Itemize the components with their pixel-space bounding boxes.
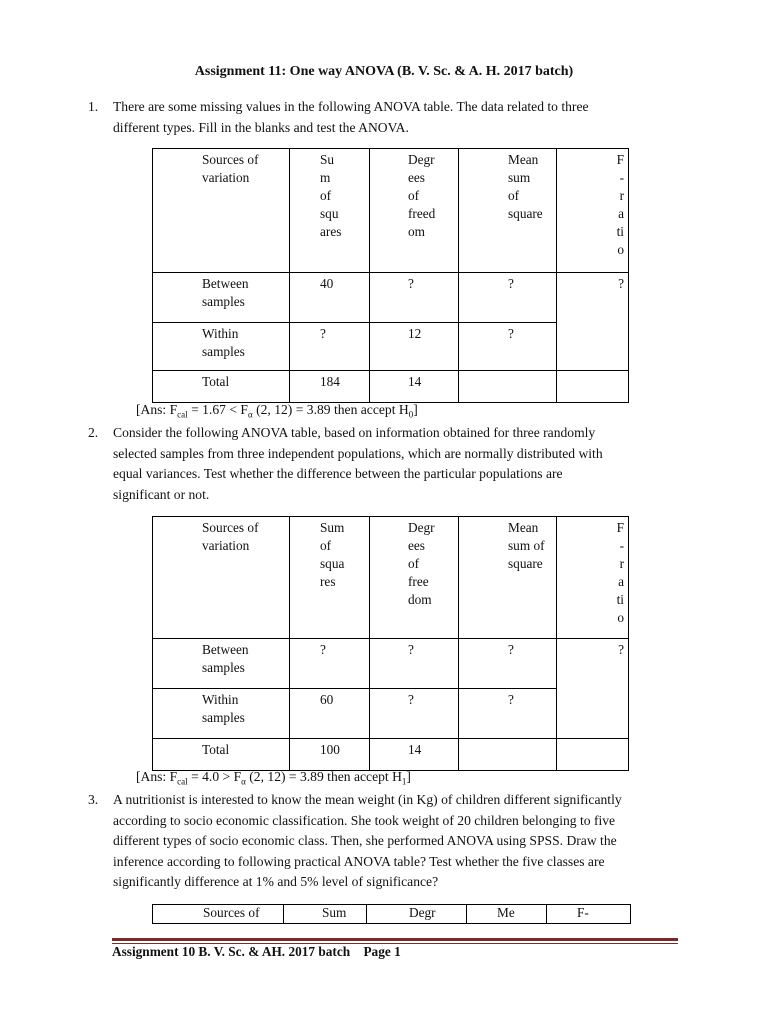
header-f-ratio: F - r a ti o: [557, 149, 629, 273]
cell-source: Within samples: [153, 323, 290, 371]
cell-df: 14: [370, 739, 459, 771]
question-1: [88, 97, 688, 138]
answer-1: [Ans: $F_{cal} = 1.67 < F_\alpha$ (2, 12) = 3.89 then accept $H_0$]: [136, 402, 418, 420]
cell-df: ?: [370, 689, 459, 739]
question-3: [88, 790, 688, 893]
page-title: Assignment 11: One way ANOVA (B. V. Sc. & A. H. 2017 batch): [194, 64, 574, 79]
question-number: 2.: [88, 425, 99, 440]
header-sources: Sources of: [153, 905, 284, 924]
header-f-ratio: F - r a ti o: [557, 517, 629, 639]
table-header-row: [153, 149, 629, 273]
header-degrees: Degr: [367, 905, 467, 924]
footer-divider: [112, 938, 678, 941]
cell-f: ?: [557, 273, 629, 371]
cell-df: ?: [370, 273, 459, 323]
header-sum: Sum: [284, 905, 367, 924]
header-mean-sum-of-square: Mean sum of square: [459, 517, 557, 639]
cell-ss: 60: [290, 689, 370, 739]
cell-ms: ?: [459, 639, 557, 689]
cell-source: Between samples: [153, 273, 290, 323]
question-text: There are some missing values in the following ANOVA table. The data related to three different types. Fill in the blanks and test the ANOVA.: [113, 99, 589, 135]
cell-ss: ?: [290, 639, 370, 689]
cell-source: Within samples: [153, 689, 290, 739]
cell-source: Between samples: [153, 639, 290, 689]
answer-2: [Ans: $F_{cal} = 4.0 > F_\alpha$ (2, 12) = 3.89 then accept $H_1$]: [136, 769, 411, 787]
cell-source: Total: [153, 739, 290, 771]
cell-df: ?: [370, 639, 459, 689]
cell-ms: ?: [459, 323, 557, 371]
header-mean-sum-of-square: Mean sum of square: [459, 149, 557, 273]
cell-f: ?: [557, 639, 629, 739]
question-number: 3.: [88, 792, 99, 807]
header-degrees-of-freedom: Degr ees of freed om: [370, 149, 459, 273]
header-sum-of-squares: Su m of squ ares: [290, 149, 370, 273]
cell-f: [557, 739, 629, 771]
cell-ss: 40: [290, 273, 370, 323]
cell-ss: ?: [290, 323, 370, 371]
cell-df: 12: [370, 323, 459, 371]
cell-source: Total: [153, 371, 290, 403]
cell-ss: 184: [290, 371, 370, 403]
question-text: A nutritionist is interested to know the mean weight (in Kg) of children different significantly according to socio economic classification. She took weight of 20 children belonging to five different types of socio economic class. Then, she performed ANOVA using SPSS. Draw the inference according to following practical ANOVA table? Test whether the five classes are significantly difference at 1% and 5% level of significance?: [113, 792, 622, 889]
anova-table-1: [152, 148, 629, 403]
anova-table-2: [152, 516, 629, 771]
cell-ss: 100: [290, 739, 370, 771]
question-number: 1.: [88, 99, 99, 114]
header-degrees-of-freedom: Degr ees of free dom: [370, 517, 459, 639]
cell-ms: [459, 739, 557, 771]
table-row: [153, 371, 629, 403]
header-f: F-: [547, 905, 631, 924]
header-sources: Sources of variation: [153, 517, 290, 639]
cell-df: 14: [370, 371, 459, 403]
question-text: Consider the following ANOVA table, based on information obtained for three randomly selected samples from three independent populations, which are normally distributed with equal variances. Test whether the difference between the particular populations are significant or not.: [113, 425, 603, 502]
table-header-row: [153, 517, 629, 639]
table-row: [153, 273, 629, 323]
table-row: [153, 639, 629, 689]
header-mean: Me: [467, 905, 547, 924]
cell-ms: ?: [459, 689, 557, 739]
table-row: [153, 739, 629, 771]
cell-ms: [459, 371, 557, 403]
table-header-row: [153, 905, 631, 924]
cell-f: [557, 371, 629, 403]
anova-table-3: [152, 904, 631, 924]
page-footer: Assignment 10 B. V. Sc. & AH. 2017 batch Page 1: [112, 944, 401, 959]
header-sources: Sources of variation: [153, 149, 290, 273]
header-sum-of-squares: Sum of squa res: [290, 517, 370, 639]
cell-ms: ?: [459, 273, 557, 323]
question-2: [88, 423, 688, 505]
